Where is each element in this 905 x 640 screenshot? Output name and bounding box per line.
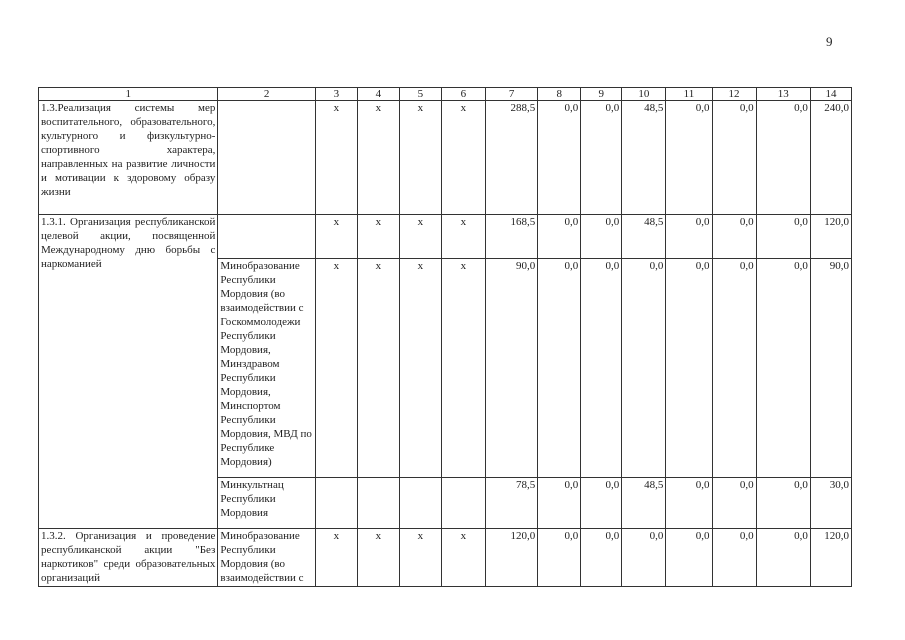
table-cell: 0,0 — [756, 259, 810, 478]
table-cell: 0,0 — [712, 259, 756, 478]
table-cell: 0,0 — [538, 259, 581, 478]
column-header: 8 — [538, 88, 581, 101]
table-cell: 78,5 — [485, 478, 537, 529]
budget-table — [38, 87, 852, 587]
table-cell: x — [399, 259, 441, 478]
table-cell — [399, 478, 441, 529]
table-cell: 120,0 — [485, 529, 537, 587]
table-cell: x — [357, 215, 399, 259]
table-cell: 0,0 — [666, 259, 712, 478]
table-cell: 240,0 — [810, 101, 851, 215]
table-cell: x — [315, 101, 357, 215]
column-header: 13 — [756, 88, 810, 101]
column-header: 12 — [712, 88, 756, 101]
table-cell: 48,5 — [622, 215, 666, 259]
executor — [218, 101, 315, 215]
table-cell: x — [399, 215, 441, 259]
table-cell: x — [399, 529, 441, 587]
column-header: 3 — [315, 88, 357, 101]
table-cell: 0,0 — [666, 101, 712, 215]
table-cell: 0,0 — [538, 529, 581, 587]
table-cell: 0,0 — [538, 215, 581, 259]
table-row — [39, 215, 852, 259]
table-cell: 0,0 — [581, 529, 622, 587]
table-cell: 0,0 — [666, 215, 712, 259]
table-cell: x — [315, 215, 357, 259]
table-cell: 0,0 — [581, 101, 622, 215]
table-row — [39, 529, 852, 587]
table-cell: 0,0 — [622, 529, 666, 587]
table-cell: 0,0 — [581, 215, 622, 259]
page-number: 9 — [826, 34, 833, 49]
column-header: 2 — [218, 88, 315, 101]
table-cell: 48,5 — [622, 478, 666, 529]
table-cell: 30,0 — [810, 478, 851, 529]
table-cell: 0,0 — [666, 478, 712, 529]
column-header: 6 — [441, 88, 485, 101]
column-header: 9 — [581, 88, 622, 101]
column-header: 11 — [666, 88, 712, 101]
table-cell: x — [315, 529, 357, 587]
table-cell: 0,0 — [712, 529, 756, 587]
table-cell — [315, 478, 357, 529]
table-cell: 168,5 — [485, 215, 537, 259]
column-header: 14 — [810, 88, 851, 101]
table-cell: 0,0 — [756, 478, 810, 529]
table-cell: x — [357, 259, 399, 478]
table-cell: x — [399, 101, 441, 215]
measure-name: 1.3.Реализация системы мер воспитательного, образовательного, культурного и физкультурно-спортивного характера, направленных на развитие личности и мотивации к здоровому образу жизни — [39, 101, 218, 215]
table-cell — [441, 478, 485, 529]
table-cell: 120,0 — [810, 529, 851, 587]
table-cell: 0,0 — [712, 215, 756, 259]
table-cell: 48,5 — [622, 101, 666, 215]
table-cell: 0,0 — [756, 101, 810, 215]
table-cell: 0,0 — [666, 529, 712, 587]
table-cell: 0,0 — [756, 215, 810, 259]
table-cell: 0,0 — [756, 529, 810, 587]
table-row — [39, 101, 852, 215]
column-header: 7 — [485, 88, 537, 101]
table-cell: x — [441, 259, 485, 478]
column-header: 4 — [357, 88, 399, 101]
executor: Минобразование Республики Мордовия (во взаимодействии с Госкоммолодежи Республики Мордовия, Минздравом Республики Мордовия, Минспортом Республики Мордовия, МВД по Республике Мордовия) — [218, 259, 315, 478]
measure-name: 1.3.2. Организация и проведение республиканской акции "Без наркотиков" среди образовательных организаций — [39, 529, 218, 587]
header-row — [39, 88, 852, 101]
table-cell: x — [315, 259, 357, 478]
table-cell: x — [357, 101, 399, 215]
table-cell: 0,0 — [538, 478, 581, 529]
executor: Минкультнац Республики Мордовия — [218, 478, 315, 529]
table-cell: x — [441, 101, 485, 215]
table-cell: 90,0 — [485, 259, 537, 478]
table-cell: x — [441, 215, 485, 259]
column-header: 5 — [399, 88, 441, 101]
table-cell: 0,0 — [538, 101, 581, 215]
table-cell: x — [357, 529, 399, 587]
table-cell: 90,0 — [810, 259, 851, 478]
executor: Минобразование Республики Мордовия (во взаимодействии с — [218, 529, 315, 587]
table-cell — [357, 478, 399, 529]
table-cell: 0,0 — [712, 101, 756, 215]
table-cell: 0,0 — [581, 478, 622, 529]
table-cell: 120,0 — [810, 215, 851, 259]
executor — [218, 215, 315, 259]
table-cell: 0,0 — [622, 259, 666, 478]
table-cell: 288,5 — [485, 101, 537, 215]
column-header: 10 — [622, 88, 666, 101]
table-cell: x — [441, 529, 485, 587]
table-cell: 0,0 — [712, 478, 756, 529]
column-header: 1 — [39, 88, 218, 101]
measure-name: 1.3.1. Организация республиканской целевой акции, посвященной Международному дню борьбы с наркоманией — [39, 215, 218, 529]
table-cell: 0,0 — [581, 259, 622, 478]
